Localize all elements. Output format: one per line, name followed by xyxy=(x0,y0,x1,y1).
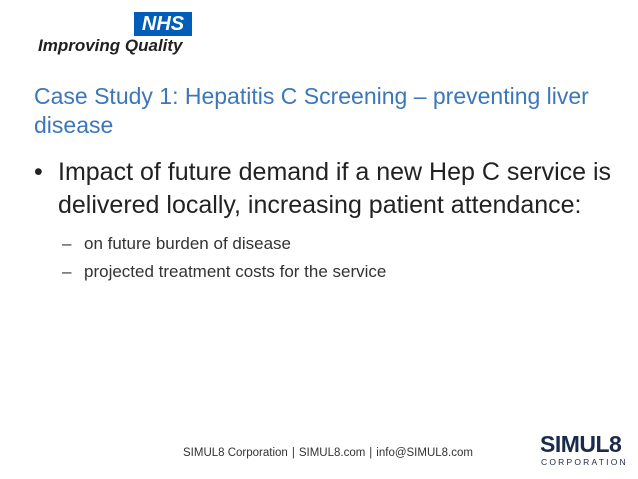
footer-email: info@SIMUL8.com xyxy=(376,447,473,459)
sub-bullet-item xyxy=(62,230,614,258)
bullet-marker: • xyxy=(34,158,43,186)
sub-bullet-text: projected treatment costs for the service xyxy=(84,262,387,281)
sub-bullet-list xyxy=(34,230,614,286)
sub-bullet-item xyxy=(62,258,614,286)
bullet-text: Impact of future demand if a new Hep C service is delivered locally, increasing patient attendance: xyxy=(58,158,612,219)
footer-separator: | xyxy=(291,447,295,459)
nhs-tagline: Improving Quality xyxy=(38,36,183,55)
footer-website: SIMUL8.com xyxy=(298,447,366,459)
bullet-list xyxy=(34,156,614,286)
nhs-badge: NHS xyxy=(134,12,192,36)
footer-company: SIMUL8 Corporation xyxy=(183,447,288,459)
slide-title: Case Study 1: Hepatitis C Screening – preventing liver disease xyxy=(34,83,589,138)
footer-separator: | xyxy=(369,447,373,459)
sub-bullet-marker: – xyxy=(62,262,72,281)
simul8-wordmark: SIMUL8 xyxy=(540,431,622,457)
sub-bullet-marker: – xyxy=(62,234,72,253)
nhs-logo xyxy=(38,12,188,62)
simul8-subtitle: CORPORATION xyxy=(541,457,628,467)
footer xyxy=(183,447,473,459)
simul8-logo xyxy=(540,432,626,472)
bullet-item xyxy=(34,156,614,222)
sub-bullet-text: on future burden of disease xyxy=(84,234,291,253)
